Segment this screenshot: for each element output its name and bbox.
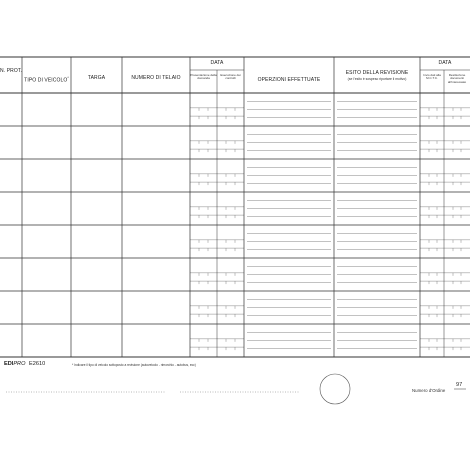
header-operazioni-label: OPERZIONI EFFETTUATE <box>257 77 321 83</box>
header-tipo <box>22 76 71 84</box>
header-telaio-label: NUMERO DI TELAIO <box>131 75 181 81</box>
order-number: 97 <box>456 382 463 388</box>
footnote: * Indicare il tipo di veicolo sottoposto a revisione (autoveicolo - rimorchio - autobus, ecc) <box>72 363 196 367</box>
publisher-code <box>4 361 45 367</box>
header-targa-label: TARGA <box>87 75 106 81</box>
header-esecuzione-label: Esecuzione dei controlli <box>220 73 241 81</box>
header-telaio <box>122 76 190 82</box>
header-restituzione-label: Restituzione documenti all'interessato <box>447 73 467 84</box>
header-esito-sub <box>334 78 420 82</box>
header-data-left-label: DATA <box>210 60 224 66</box>
header-operazioni <box>244 78 334 84</box>
order-number-label: Numero d'Ordine <box>412 388 446 393</box>
header-prot-label: N. PROT. <box>0 68 22 74</box>
header-targa <box>71 76 122 82</box>
brand-light: PRO <box>13 361 26 367</box>
header-tipo-label: TIPO DI VEICOLO <box>24 77 68 84</box>
header-data-left-sub1 <box>190 74 217 81</box>
header-data-right-label: DATA <box>438 60 452 66</box>
header-esito-sub-label: (se l'esito è sospeso riportare il motivo) <box>347 77 407 81</box>
header-invio-label: Invio dati alla M.C.T.C. <box>423 73 441 81</box>
form-code: E2610 <box>29 361 46 367</box>
header-esito-label: ESITO DELLA REVISIONE <box>345 70 409 76</box>
header-tipo-mark: * <box>67 76 69 80</box>
header-data-left-sub2 <box>217 74 244 81</box>
stamp-circle <box>320 374 350 404</box>
header-presentazione-label: Presentazione della domanda <box>190 73 217 81</box>
header-esito <box>334 71 420 77</box>
header-data-right-sub1 <box>420 74 444 81</box>
header-data-left <box>190 61 244 67</box>
header-prot <box>0 69 22 75</box>
brand-bold: EDI <box>4 361 14 367</box>
header-data-right <box>420 61 470 67</box>
header-data-right-sub2 <box>444 74 470 84</box>
